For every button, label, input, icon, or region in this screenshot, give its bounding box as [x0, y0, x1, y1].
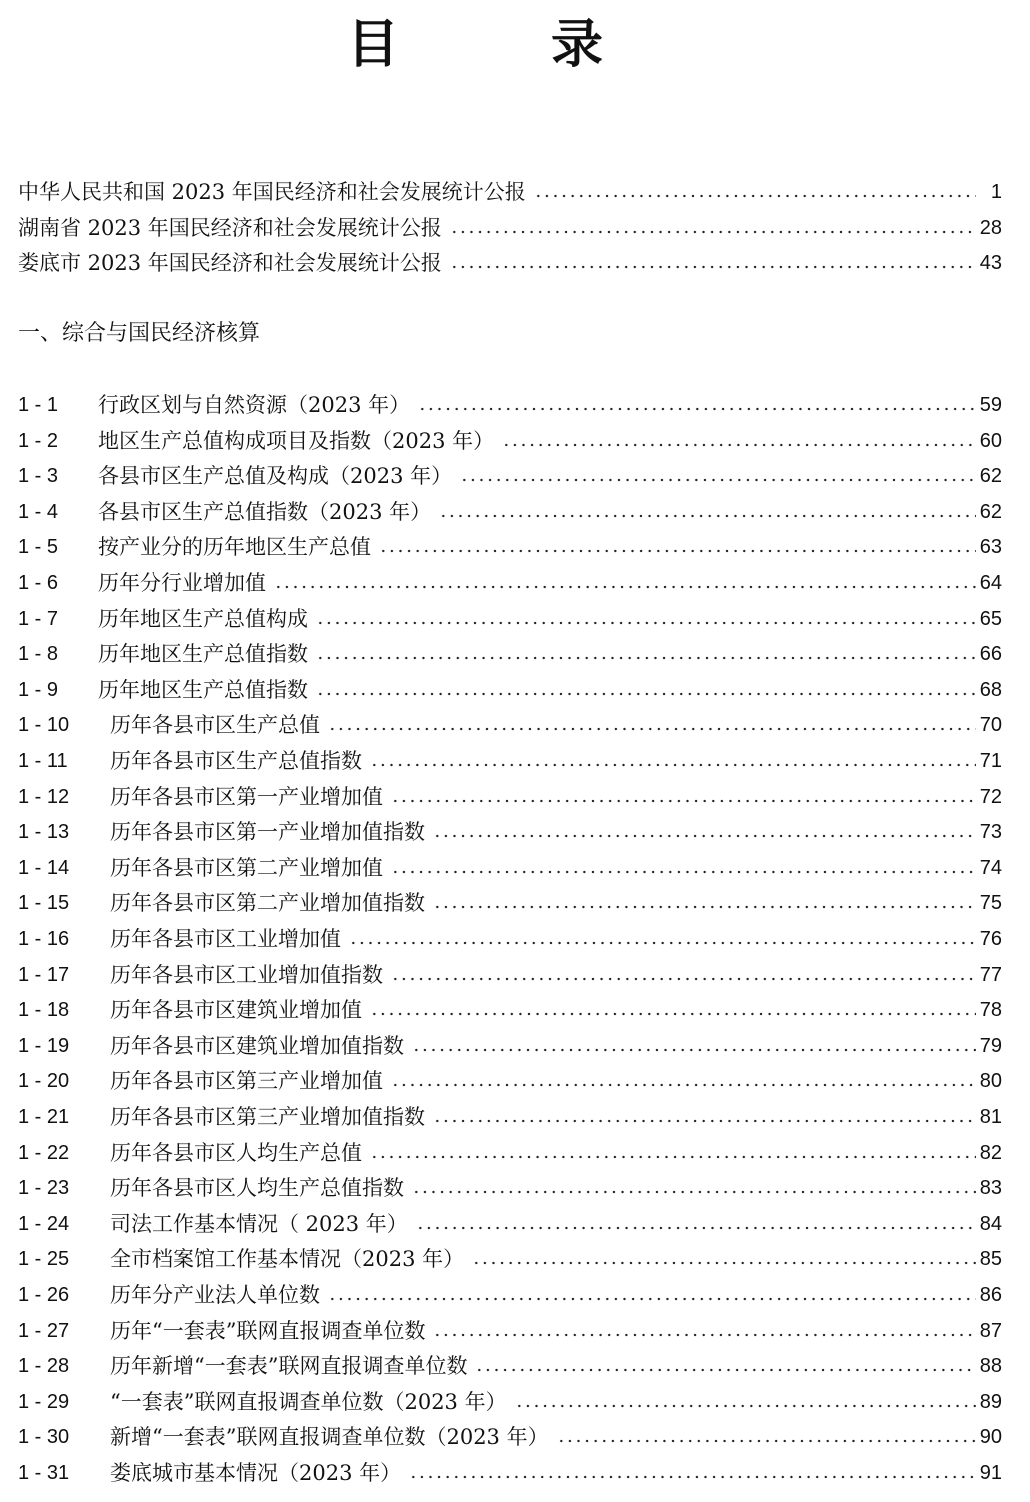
toc-entry[interactable]: [18, 675, 1002, 705]
toc-entry-code: 1 - 24: [18, 1212, 70, 1235]
toc-entry-page: 78: [979, 999, 1002, 1022]
toc-entry-title: 历年各县市区第二产业增加值: [110, 855, 383, 880]
page-title: 目 录: [346, 14, 653, 75]
toc-entry-page: 81: [979, 1106, 1002, 1128]
toc-entry-title: 历年各县市区生产总值指数: [110, 749, 362, 773]
toc-entry-code: 1 - 2: [18, 429, 59, 452]
toc-entry-page: 60: [979, 429, 1002, 452]
section-heading: 一、综合与国民经济核算: [18, 321, 261, 346]
dot-leader: [450, 230, 976, 234]
toc-entry-page: 90: [979, 1426, 1002, 1449]
toc-entry[interactable]: [18, 1138, 1002, 1168]
toc-entry-title: 历年各县市区第三产业增加值: [110, 1069, 383, 1094]
toc-entry-title: 各县市区生产总值指数（2023 年）: [98, 499, 432, 524]
toc-entry-page: 87: [979, 1319, 1002, 1342]
toc-entry-title: 历年各县市区第三产业增加值指数: [110, 1105, 425, 1129]
toc-entry[interactable]: [18, 1244, 1002, 1274]
toc-entry[interactable]: [18, 1209, 1002, 1239]
toc-entry-code: 1 - 5: [18, 536, 59, 559]
toc-entry-page: 89: [979, 1390, 1002, 1413]
dot-leader: [460, 478, 976, 482]
dot-leader: [412, 1190, 976, 1194]
toc-entry-code: 1 - 23: [18, 1177, 70, 1200]
toc-entry-page: 1: [990, 181, 1002, 203]
toc-entry-code: 1 - 17: [18, 963, 70, 986]
toc-entry-code: 1 - 30: [18, 1426, 70, 1449]
toc-entry-code: 1 - 8: [18, 643, 59, 666]
toc-entry-code: 1 - 22: [18, 1141, 70, 1164]
toc-entry-title: 娄底城市基本情况（2023 年）: [110, 1461, 402, 1485]
toc-entry-page: 71: [979, 750, 1002, 772]
dot-leader: [418, 407, 976, 411]
dot-leader: [328, 1297, 976, 1301]
dot-leader: [412, 1048, 976, 1052]
dot-leader: [391, 799, 976, 803]
dot-leader: [370, 1155, 976, 1159]
toc-entry-page: 86: [979, 1284, 1002, 1306]
toc-entry-page: 65: [979, 607, 1002, 630]
dot-leader: [433, 905, 976, 909]
dot-leader: [316, 656, 976, 660]
dot-leader: [534, 194, 976, 198]
toc-entry-page: 72: [979, 785, 1002, 808]
toc-entry-code: 1 - 14: [18, 856, 70, 879]
toc-entry-page: 63: [979, 536, 1002, 559]
toc-entry-title: 历年各县市区第二产业增加值指数: [110, 891, 425, 916]
dot-leader: [515, 1404, 976, 1408]
toc-entry-code: 1 - 26: [18, 1284, 70, 1306]
toc-entry-title: 行政区划与自然资源（2023 年）: [98, 393, 411, 417]
toc-entry[interactable]: [18, 248, 1002, 278]
toc-entry[interactable]: [18, 1102, 1002, 1132]
dot-leader: [433, 834, 976, 838]
toc-entry[interactable]: [18, 604, 1002, 634]
dot-leader: [316, 692, 976, 696]
toc-entry[interactable]: [18, 461, 1002, 491]
dot-leader: [472, 1261, 976, 1265]
dot-leader: [316, 621, 976, 625]
toc-entry-title: 历年各县市区工业增加值指数: [110, 962, 383, 987]
toc-entry[interactable]: [18, 1316, 1002, 1346]
toc-entry-title: 历年分产业法人单位数: [110, 1283, 320, 1307]
toc-entry[interactable]: [18, 782, 1002, 812]
toc-entry-title: 地区生产总值构成项目及指数（2023 年）: [98, 428, 495, 453]
toc-entry-page: 64: [979, 572, 1002, 594]
toc-entry-title: 各县市区生产总值及构成（2023 年）: [98, 464, 453, 489]
dot-leader: [391, 977, 976, 981]
toc-entry-page: 43: [979, 252, 1002, 274]
toc-entry-title: 历年各县市区生产总值: [110, 713, 320, 738]
toc-entry-code: 1 - 18: [18, 999, 70, 1022]
dot-leader: [502, 443, 976, 447]
dot-leader: [409, 1475, 976, 1479]
toc-entry-title: 历年地区生产总值指数: [98, 677, 308, 702]
toc-entry-title: 历年各县市区建筑业增加值: [110, 998, 362, 1023]
toc-entry-code: 1 - 20: [18, 1070, 70, 1093]
toc-entry[interactable]: [18, 213, 1002, 243]
toc-entry-title: 中华人民共和国 2023 年国民经济和社会发展统计公报: [18, 180, 526, 204]
toc-entry-page: 82: [979, 1141, 1002, 1164]
toc-entry-page: 91: [979, 1462, 1002, 1484]
toc-entry-code: 1 - 15: [18, 892, 70, 915]
dot-leader: [433, 1333, 975, 1337]
dot-leader: [416, 1226, 976, 1230]
toc-entry-code: 1 - 12: [18, 785, 70, 808]
toc-entry[interactable]: [18, 639, 1002, 669]
toc-entry-code: 1 - 21: [18, 1106, 70, 1128]
toc-entry-code: 1 - 25: [18, 1248, 70, 1271]
dot-leader: [433, 1119, 976, 1123]
toc-entry-page: 68: [979, 678, 1002, 701]
toc-entry-title: 历年新增“一套表”联网直报调查单位数: [110, 1354, 468, 1379]
toc-entry[interactable]: [18, 1066, 1002, 1096]
toc-entry[interactable]: [18, 853, 1002, 883]
toc-entry-code: 1 - 9: [18, 678, 59, 701]
toc-entry[interactable]: [18, 1173, 1002, 1203]
toc-entry[interactable]: [18, 746, 1002, 776]
toc-entry-code: 1 - 29: [18, 1390, 70, 1413]
toc-entry-code: 1 - 1: [18, 394, 59, 416]
toc-entry-page: 59: [979, 394, 1002, 416]
toc-entry-title: 历年分行业增加值: [98, 571, 266, 595]
toc-entry-title: 历年地区生产总值构成: [98, 606, 308, 631]
toc-entry[interactable]: [18, 924, 1002, 954]
toc-entry[interactable]: [18, 1031, 1002, 1061]
toc-entry-code: 1 - 13: [18, 821, 70, 844]
toc-entry-code: 1 - 10: [18, 714, 70, 737]
toc-entry[interactable]: [18, 568, 1002, 598]
toc-entry-title: 新增“一套表”联网直报调查单位数（2023 年）: [110, 1425, 549, 1450]
dot-leader: [328, 727, 976, 731]
toc-entry-page: 85: [979, 1248, 1002, 1271]
toc-entry-page: 62: [979, 465, 1002, 488]
toc-entry-page: 62: [979, 500, 1002, 523]
toc-entry[interactable]: [18, 960, 1002, 990]
dot-leader: [379, 549, 976, 553]
toc-entry-code: 1 - 6: [18, 572, 59, 594]
dot-leader: [439, 514, 976, 518]
toc-entry[interactable]: [18, 497, 1002, 527]
toc-entry-title: 历年地区生产总值指数: [98, 642, 308, 667]
dot-leader: [391, 870, 976, 874]
toc-entry-title: 历年各县市区第一产业增加值指数: [110, 820, 425, 845]
toc-entry[interactable]: [18, 995, 1002, 1025]
toc-entry-code: 1 - 31: [18, 1462, 70, 1484]
toc-entry-page: 70: [979, 714, 1002, 737]
toc-entry-title: 全市档案馆工作基本情况（2023 年）: [110, 1247, 465, 1272]
toc-entry-title: 历年各县市区第一产业增加值: [110, 784, 383, 809]
dot-leader: [391, 1083, 976, 1087]
toc-entry-page: 66: [979, 643, 1002, 666]
toc-entry-title: 历年各县市区人均生产总值指数: [110, 1176, 404, 1201]
toc-entry[interactable]: [18, 1280, 1002, 1310]
toc-entry-page: 83: [979, 1177, 1002, 1200]
toc-entry-page: 79: [979, 1034, 1002, 1057]
toc-entry[interactable]: [18, 426, 1002, 456]
toc-entry-page: 75: [979, 892, 1002, 915]
toc-entry-page: 76: [979, 928, 1002, 950]
toc-entry-code: 1 - 7: [18, 607, 59, 630]
dot-leader: [557, 1439, 976, 1443]
toc-entry[interactable]: [18, 177, 1002, 207]
toc-entry-title: 历年各县市区工业增加值: [110, 927, 341, 951]
toc-entry[interactable]: [18, 390, 1002, 420]
toc-entry[interactable]: [18, 1458, 1002, 1488]
toc-entry[interactable]: [18, 710, 1002, 740]
toc-entry-code: 1 - 4: [18, 500, 59, 523]
toc-entry-page: 77: [979, 963, 1002, 986]
toc-entry-title: 历年各县市区建筑业增加值指数: [110, 1033, 404, 1058]
dot-leader: [370, 763, 976, 767]
toc-entry-page: 80: [979, 1070, 1002, 1093]
toc-entry[interactable]: [18, 888, 1002, 918]
dot-leader: [370, 1012, 976, 1016]
toc-entry[interactable]: [18, 1351, 1002, 1381]
dot-leader: [450, 265, 976, 269]
toc-entry-title: “一套表”联网直报调查单位数（2023 年）: [110, 1389, 507, 1414]
toc-entry-title: 按产业分的历年地区生产总值: [98, 535, 371, 560]
toc-entry-code: 1 - 19: [18, 1034, 70, 1057]
toc-entry-title: 湖南省 2023 年国民经济和社会发展统计公报: [18, 215, 442, 240]
toc-entry-title: 娄底市 2023 年国民经济和社会发展统计公报: [18, 251, 442, 275]
toc-entry-title: 历年各县市区人均生产总值: [110, 1140, 362, 1165]
toc-entry-title: 司法工作基本情况（ 2023 年）: [110, 1211, 408, 1236]
toc-entry[interactable]: [18, 1387, 1002, 1417]
toc-entry-code: 1 - 11: [18, 750, 68, 772]
toc-entry[interactable]: [18, 1422, 1002, 1452]
dot-leader: [349, 941, 976, 945]
toc-entry-code: 1 - 3: [18, 465, 59, 488]
toc-entry-code: 1 - 16: [18, 928, 70, 950]
toc-entry-title: 历年“一套表”联网直报调查单位数: [110, 1318, 426, 1343]
dot-leader: [274, 585, 976, 589]
toc-entry-page: 73: [979, 821, 1002, 844]
dot-leader: [475, 1368, 975, 1372]
toc-entry-page: 74: [979, 856, 1002, 879]
toc-entry-page: 88: [979, 1355, 1002, 1378]
toc-entry-code: 1 - 27: [18, 1319, 70, 1342]
toc-entry-code: 1 - 28: [18, 1355, 70, 1378]
toc-entry[interactable]: [18, 532, 1002, 562]
toc-entry-page: 84: [979, 1212, 1002, 1235]
toc-entry-page: 28: [979, 216, 1002, 239]
toc-entry[interactable]: [18, 817, 1002, 847]
